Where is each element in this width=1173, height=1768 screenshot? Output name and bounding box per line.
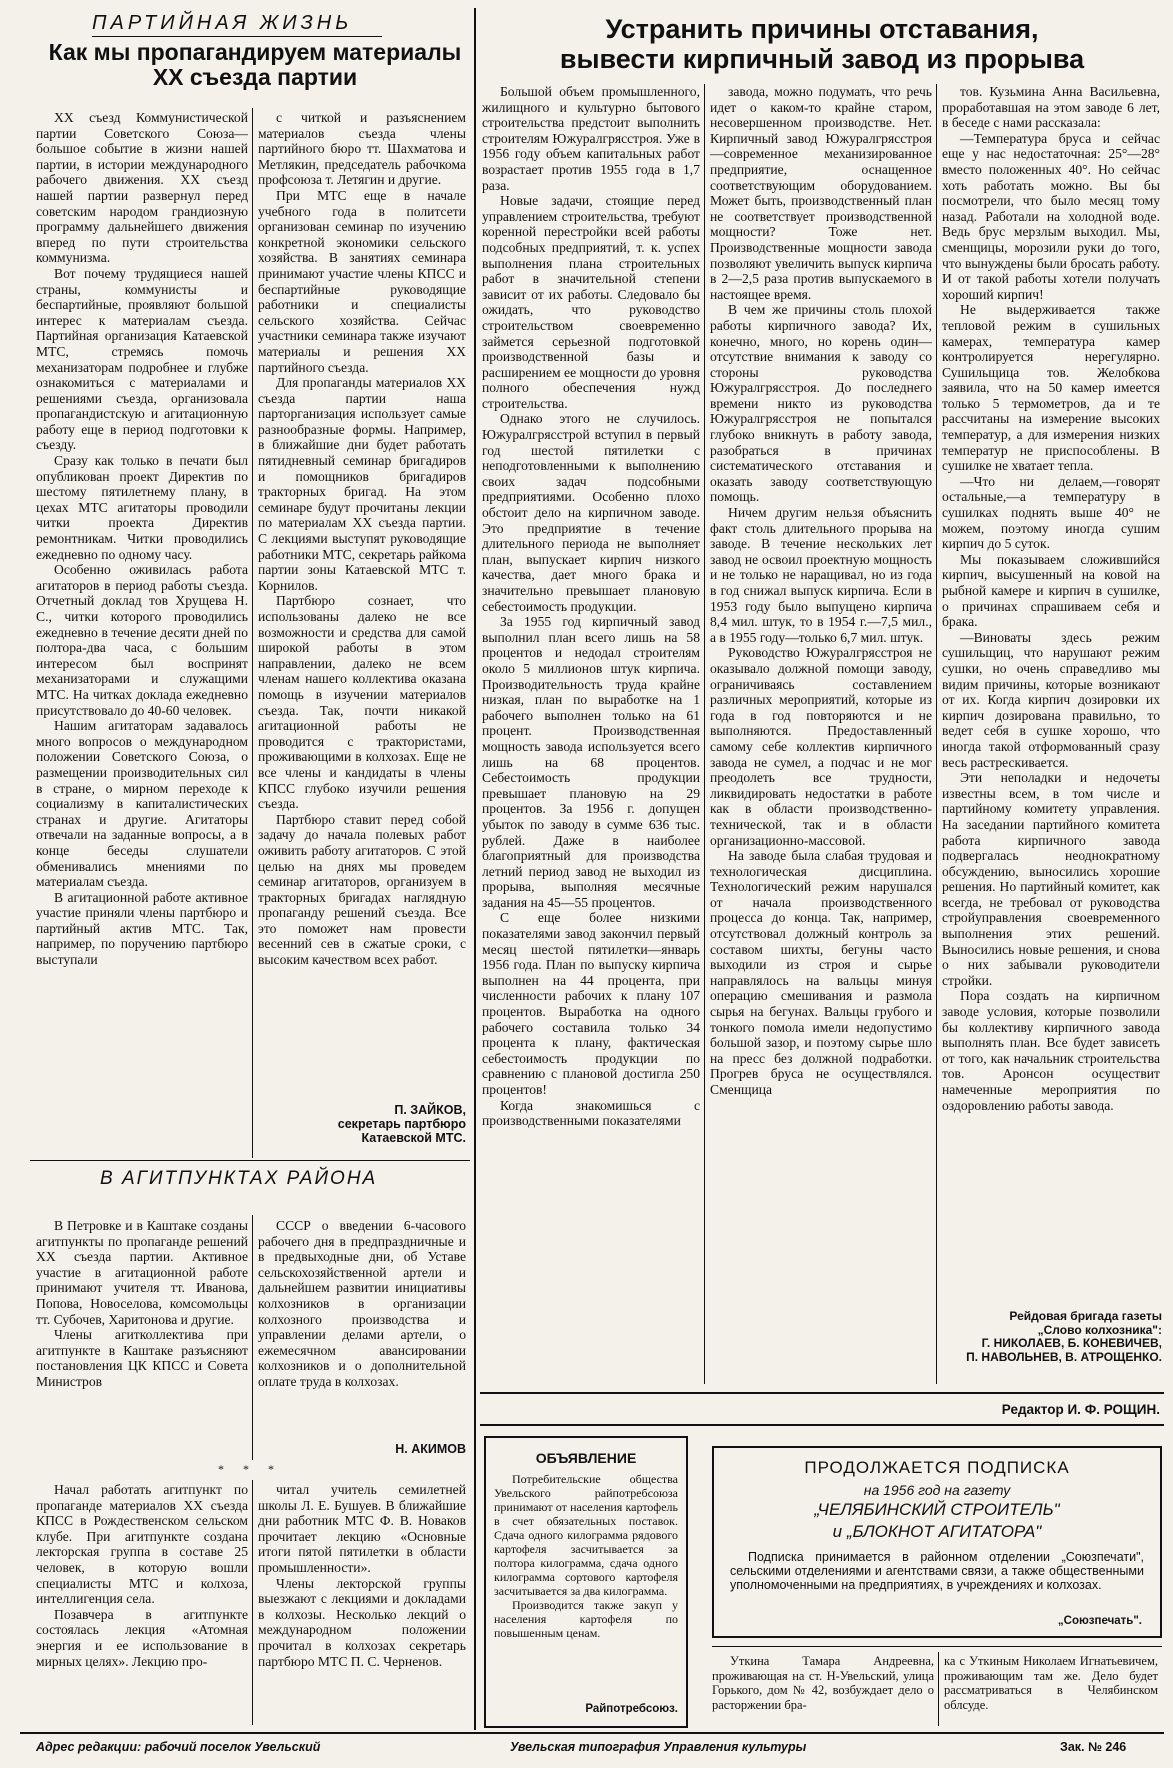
right-article-col1 (482, 84, 700, 1404)
paragraph: Когда знакомишься с производственными показателями (482, 1097, 700, 1129)
column-rule (252, 108, 253, 1158)
paragraph: Партбюро ставит перед собой задачу до начала полевых работ оживить работу агитаторов. С этой целью на днях мы проведем семинар агитаторов, организуем в тракторных бригадах наглядную пропаганду решений съезда. Все это поможет нам провести весенний сев в сжатые сроки, с высоким качеством всех работ. (258, 811, 466, 968)
subscription-title: ПРОДОЛЖАЕТСЯ ПОДПИСКА (804, 1458, 1070, 1477)
paragraph: завода, можно подумать, что речь идет о каком-то крайне старом, несовершенном производстве. Нет. Кирпичный завод Южуралгрясстроя—современное механизированное предприятие, оснащенное соответствующим оборудованием. Может быть, производственный план не соответствует производственной мощности? Тоже нет. Производственные мощности завода позволяют увеличить выпуск кирпича в 2—2,5 раза против выпускаемого в настоящее время. (710, 84, 932, 302)
right-article-signature (940, 1310, 1162, 1364)
paragraph: Новые задачи, стоящие перед управлением строительства, требуют коренной перестройки всей работы подсобных предприятий, т. к. успех выполнения плана строительных работ в значительной степени зависит от их работы. Следовало бы ожидать, что руководство строительством своевременно займется серьезной подготовкой производственной базы и расширением ее мощности до уровня полного обеспечения нужд строительства. (482, 193, 700, 411)
paragraph: Нашим агитаторам задавалось много вопросов о международном положении Советского Союза, о размещении производительных сил в стране, о мирном переходе к социализму в капиталистических странах и другие. Агитаторы отвечали на заданные вопросы, а в конце беседы слушатели обменивались мнениями по материалам съезда. (36, 718, 248, 890)
agit-part1-col1 (36, 1218, 248, 1458)
paragraph: В агитационной работе активное участие приняли члены партбюро и партийный актив МТС. Так, например, по поручению партбюро выступали (36, 889, 248, 968)
paragraph: Потребительские общества Увельского райпотребсоюза принимают от населения картофель в счет обязательных поставок. Сдача одного килограмма рядового картофеля засчитывается за полтора килограмма, сдача одного килограмма сортового картофеля засчитывается за два килограмма. (494, 1472, 678, 1598)
subscription-line1: на 1956 год на газету (863, 1482, 1011, 1498)
footer-address: Адрес редакции: рабочий поселок Увельский (36, 1740, 321, 1754)
signature-org: Катаевской МТС. (361, 1131, 466, 1145)
announcement-title: ОБЪЯВЛЕНИЕ (535, 1450, 637, 1466)
footer-order-number: Зак. № 246 (1060, 1740, 1127, 1754)
divorce-notice-col2 (944, 1654, 1158, 1726)
signature-line: Рейдовая бригада газеты (1009, 1309, 1162, 1323)
paragraph: Ничем другим нельзя объяснить факт столь длительного прорыва на заводе. В течение нескольких лет завод не освоил проектную мощность и не только не наращивал, но из года в год снижал выпуск кирпича. Если в 1953 году было выпущено кирпича 8,4 мил. штук, то в 1954 г.—7,5 мил., а в 1955 году—только 6,7 мил. штук. (710, 505, 932, 645)
footer-printer: Увельская типография Управления культуры (510, 1740, 807, 1754)
paragraph: Руководство Южуралгрясстроя не оказывало должной помощи заводу, ограничиваясь составлением различных мероприятий, которые из года в год повторяются и не выполняются. Предоставленный самому себе коллектив кирпичного завода не сумел, а подчас и не мог преодолеть все трудности, ликвидировать недостатки в работе как в области производственно-технической, так и в области организационно-массовой. (710, 645, 932, 848)
paragraph: Мы показываем сложившийся кирпич, высушенный на ковой на рыбной камере и кирпич в сушилке, о причинах спрашиваем себя и брака. (942, 551, 1160, 630)
paragraph: При МТС еще в начале учебного года в политсети организован семинар по изучению конкретной экономики сельского хозяйства. В занятиях семинара принимают участие члены КПСС и беспартийные руководящие работники и специалисты сельского хозяйства. Сейчас участники семинара также изучают материалы и решения XX партийного съезда. (258, 187, 466, 375)
right-article-col3 (942, 84, 1160, 1306)
signature-line: П. НАВОЛЬНЕВ, В. АТРОЩЕНКО. (966, 1349, 1162, 1364)
left-article-signature (258, 1103, 466, 1145)
signature-name: П. ЗАЙКОВ, (394, 1103, 466, 1117)
left-article-col2 (258, 110, 466, 1100)
paragraph: Пора создать на кирпичном заводе условия, которые позволили бы коллективу кирпичного завода выполнять план. Все будет зависеть от того, как начальник строительства тов. Аронсон осуществит намеченные мероприятия по оздоровлению работы завода. (942, 988, 1160, 1113)
column-rule (938, 1652, 939, 1726)
paragraph: Однако этого не случилось. Южуралгрясстрой вступил в первый год шестой пятилетки с неподготовленными к выполнению своих задач подсобными предприятиями. Особенно плохо обстоит дело на кирпичном заводе. Это предприятие в течение длительного периода не выполняет план, выпускает кирпич низкого качества, дает много брака и значительно превышает плановую себестоимость продукции. (482, 411, 700, 614)
paragraph: За 1955 год кирпичный завод выполнил план всего лишь на 58 процентов и недодал строителям около 5 миллионов штук кирпича. Производительность труда крайне низкая, план по выработке на 1 рабочего выполнен только на 61 процент. Производственная мощность завода используется всего лишь на 68 процентов. Себестоимость продукции превышает плановую на 29 процентов. За 1956 г. допущен убыток по заводу в сумме 636 тыс. рублей. Даже в наиболее благоприятный для производства летний период завод не выходил из прорыва, выполняя месячные задания на 45—55 процентов. (482, 614, 700, 910)
left-article-col1 (36, 110, 248, 1110)
agit-part2-col2 (258, 1482, 466, 1722)
right-headline-line1: Устранить причины отставания, (605, 14, 1039, 44)
editor-rule-top (480, 1392, 1164, 1394)
paragraph: —Температура бруса и сейчас еще у нас недостаточная: 25°—28° вместо положенных 40°. Но сейчас хоть работать можно. Вы бы посмотрели, что было месяц тому назад. Работали на холодной воде. Ведь брус мерзлым выходил. Мы, сменщицы, морозили руки до того, что вынуждены были бросать работу. И от такой работы хотели получать хороший кирпич! (942, 130, 1160, 302)
paragraph: ка с Уткиным Николаем Игнатьевичем, проживающим там же. Дело будет рассматриваться в Челябинском облсуде. (944, 1654, 1158, 1712)
paragraph: Производится также закуп у населения картофеля по повышенным ценам. (494, 1598, 678, 1640)
column-rule (252, 1480, 253, 1725)
agit-part1-signature: Н. АКИМОВ (395, 1442, 466, 1456)
paragraph: Особенно оживилась работа агитаторов в период работы съезда. Отчетный доклад тов Хрущева Н. С., читки которого проводились ежедневно в течение десяти дней по полтора-два часа, с большим интересом был воспринят механизаторами и служащими МТС. На читках доклада ежедневно присутствовало до 40-60 человек. (36, 562, 248, 718)
paragraph: Члены лекторской группы выезжают с лекциями и докладами в колхозы. Несколько лекций о международном положении прочитал в колхозах секретарь партбюро МТС П. С. Черненов. (258, 1575, 466, 1669)
paragraph: На заводе была слабая трудовая и технологическая дисциплина. Технологический режим нарушался от начала производственного процесса до конца. Так, например, отсутствовал должный контроль за составом шихты, бегуны часто выходили из строя и сырье направлялось на вальцы минуя операцию смешивания и размола сырья на бегунах. Вальцы грубого и тонкого помола имели недопустимо большой зазор, и поэтому сырье шло на пресс без должной подработки. Прогрев бруса не осуществлялся. Сменщица (710, 848, 932, 1097)
paragraph: Начал работать агитпункт по пропаганде материалов XX съезда КПСС в Рождественском сельском клубе. При агитпункте создана лекторская группа в составе 25 человек, в которую вошли специалисты МТС и колхоза, интеллигенция села. (36, 1482, 248, 1607)
paragraph: XX съезд Коммунистической партии Советского Союза—большое событие в жизни нашей партии, в истории международного рабочего движения. XX съезд нашей партии развернул перед советским народом грандиозную программу дальнейшего движения вперед по пути строительства коммунизма. (36, 110, 248, 266)
paragraph: Большой объем промышленного, жилищного и культурно бытового строительства предстоит выполнить строителям Южуралгрясстроя. Уже в 1956 году объем капитальных работ возрастает против 1955 года в 1,7 раза. (482, 84, 700, 193)
agit-part1-col2 (258, 1218, 466, 1438)
paragraph: Для пропаганды материалов XX съезда партии наша парторганизация использует самые разнообразные формы. Например, в ближайшие дни будет работать пятидневный семинар бригадиров и помощников бригадиров тракторных бригад. На этом семинаре будут прочитаны лекции по материалам XX съезда партии. С лекциями выступят руководящие работники МТС, секретарь райкома партии зоны Катаевской МТС т. Корнилов. (258, 375, 466, 593)
subscription-body: Подписка принимается в районном отделении „Союзпечати", сельскими отделениями и агентствами связи, а также общественными уполномоченными на предприятиях, в учреждениях и колхозах. (730, 1550, 1144, 1592)
signature-line: Г. НИКОЛАЕВ, Б. КОНЕВИЧЕВ, (981, 1336, 1162, 1350)
column-rule (704, 84, 705, 1384)
paragraph: с читкой и разъяснением материалов съезда члены партийного бюро тт. Шахматова и Метлякин, председатель рабочкома профсоюза т. Летягин и другие. (258, 110, 466, 188)
right-article-col2 (710, 84, 932, 1384)
paragraph: С еще более низкими показателями завод закончил первый месяц шестой пятилетки—январь 1956 года. План по выпуску кирпича выполнен на 44 процента, при численности рабочих к плану 107 процентов. Выработка на одного рабочего составила только 34 процента к плану, фактическая себестоимость продукции по сравнению с плановой достигла 250 процентов! (482, 910, 700, 1097)
announcement-signature: Райпотребсоюз. (585, 1703, 678, 1715)
signature-title: секретарь партбюро (337, 1117, 466, 1131)
paragraph: СССР о введении 6-часового рабочего дня в предпраздничные и в предвыходные дни, об Уставе сельскохозяйственной артели и дальнейшем развитии инициативы колхозников в организации колхозного производства и управлении делами артели, о ежемесячном авансировании колхозников и о дополнительной оплате труда в колхозах. (258, 1218, 466, 1389)
paragraph: В Петровке и в Каштаке созданы агитпункты по пропаганде решений XX съезда партии. Активное участие в агитационной работе принимают учителя тт. Иванова, Попова, Новоселова, комсомольцы тт. Субочев, Харитонова и другие. (36, 1218, 248, 1327)
paragraph: Вот почему трудящиеся нашей страны, коммунисты и беспартийные, проявляют большой интерес к материалам съезда. Партийная организация Катаевской МТС, стремясь помочь механизаторам подробнее и глубже ознакомиться с материалами и решениями съезда, организовала пропагандистскую и агитационную работу еще в период подготовки к съезду. (36, 265, 248, 453)
paragraph: —Что ни делаем,—говорят остальные,—а температуру в сушилках поднять выше 40° не можем, поэтому иногда сушим кирпич до 5 суток. (942, 473, 1160, 552)
paragraph: Позавчера в агитпункте состоялась лекция «Атомная энергия и ее использование в мирных целях». Лекцию про- (36, 1606, 248, 1669)
paragraph: Не выдерживается также тепловой режим в сушильных камерах, температура камер контролируется нерегулярно. Сушильщица тов. Желобкова заявила, что на 50 камер имеется только 5 термометров, да и те рассчитаны на измерение высоких температур, а для измерения низких температур не приспособлены. В сушилке не хватает тепла. (942, 302, 1160, 474)
announcement-box (484, 1436, 688, 1728)
column-rule (936, 84, 937, 1384)
paragraph: В чем же причины столь плохой работы кирпичного завода? Их, конечно, много, но корень один—отсутствие внимания к заводу со стороны руководства Южуралгрясстроя. До последнего времени никто из руководства Южуралгрясстроя не попытался глубоко вникнуть в работу завода, разобраться в причинах систематического отставания и оказать заводу соответствующую помощь. (710, 302, 932, 505)
agit-part2-col1 (36, 1482, 248, 1722)
right-headline-line2: вывести кирпичный завод из прорыва (559, 44, 1085, 74)
paragraph: Эти неполадки и недочеты известны всем, в том числе и партийному комитету управления. На заседании партийного комитета работа кирпичного завода подвергалась неоднократному обсуждению, выносились хорошие решения. Но партийный комитет, как всегда, не требовал от руководства стройуправления своевременного выполнения этих решений. Выносились новые решения, и снова о них забывали руководители стройки. (942, 770, 1160, 988)
rubric-party-life: ПАРТИЙНАЯ ЖИЗНЬ (92, 12, 353, 34)
footer-rule (20, 1732, 1164, 1734)
paragraph: Члены агитколлектива при агитпункте в Каштаке разъясняют постановления ЦК КПСС и Совета Министров (36, 1327, 248, 1389)
editor-rule-bottom (480, 1424, 1164, 1426)
subscription-paper1: „ЧЕЛЯБИНСКИЙ СТРОИТЕЛЬ" (814, 1500, 1060, 1519)
subscription-line2: и „БЛОКНОТ АГИТАТОРА" (832, 1522, 1042, 1541)
editor-line: Редактор И. Ф. РОЩИН. (1001, 1402, 1160, 1417)
left-headline: Как мы пропагандируем материалы XX съезда партии (48, 39, 462, 90)
subscription-signature: „Союзпечать". (1057, 1615, 1142, 1627)
paragraph: Сразу как только в печати был опубликован проект Директив по шестому пятилетнему плану, в цехах МТС агитаторы проводили читки проекта Директив ремонтникам. Читки проводились ежедневно по одному часу. (36, 453, 248, 562)
notice-rule (712, 1646, 1162, 1647)
paragraph: Партбюро сознает, что использованы далеко не все возможности и средства для самой широкой работы в этом направлении, далеко не всем членам нашего коллектива оказана помощь в изучении материалов съезда. Так, почти никакой агитационной работы не проводится с трактористами, проживающими в колхозах. Еще не все члены и кандидаты в члены КПСС глубоко изучили решения съезда. (258, 593, 466, 812)
separator-stars: * * * (218, 1462, 282, 1476)
announcement-body (494, 1472, 678, 1640)
paragraph: тов. Кузьмина Анна Васильевна, проработавшая на этом заводе 6 лет, в беседе с нами рассказала: (942, 84, 1160, 131)
rubric-agitpunkts: В АГИТПУНКТАХ РАЙОНА (100, 1168, 378, 1189)
paragraph: читал учитель семилетней школы Л. Е. Бушуев. В ближайшие дни работник МТС Ф. В. Новаков прочитает лекцию «Основные итоги пятой пятилетки в области промышленности». (258, 1482, 466, 1575)
signature-line: „Слово колхозника": (1037, 1322, 1162, 1337)
column-rule (252, 1215, 253, 1460)
divorce-notice-col1 (712, 1654, 934, 1726)
subscription-box (712, 1446, 1162, 1638)
page-main-divider (474, 8, 476, 1730)
paragraph: —Виноваты здесь режим сушильщиц, что нарушают режим сушки, но очень справедливо мы видим причины, которые возникают от их. Когда кирпич дозировки их кирпич дозирована правильно, то ведет себя в сушке хорошо, что иногда такой отформованный сразу весь растрескивается. (942, 629, 1160, 770)
paragraph: Уткина Тамара Андреевна, проживающая на ст. Н-Увельский, улица Горького, дом № 42, возбуждает дело о расторжении бра- (712, 1654, 934, 1712)
rubric-underline (92, 36, 382, 37)
right-headline (486, 14, 1158, 74)
section-divider (30, 1160, 470, 1161)
